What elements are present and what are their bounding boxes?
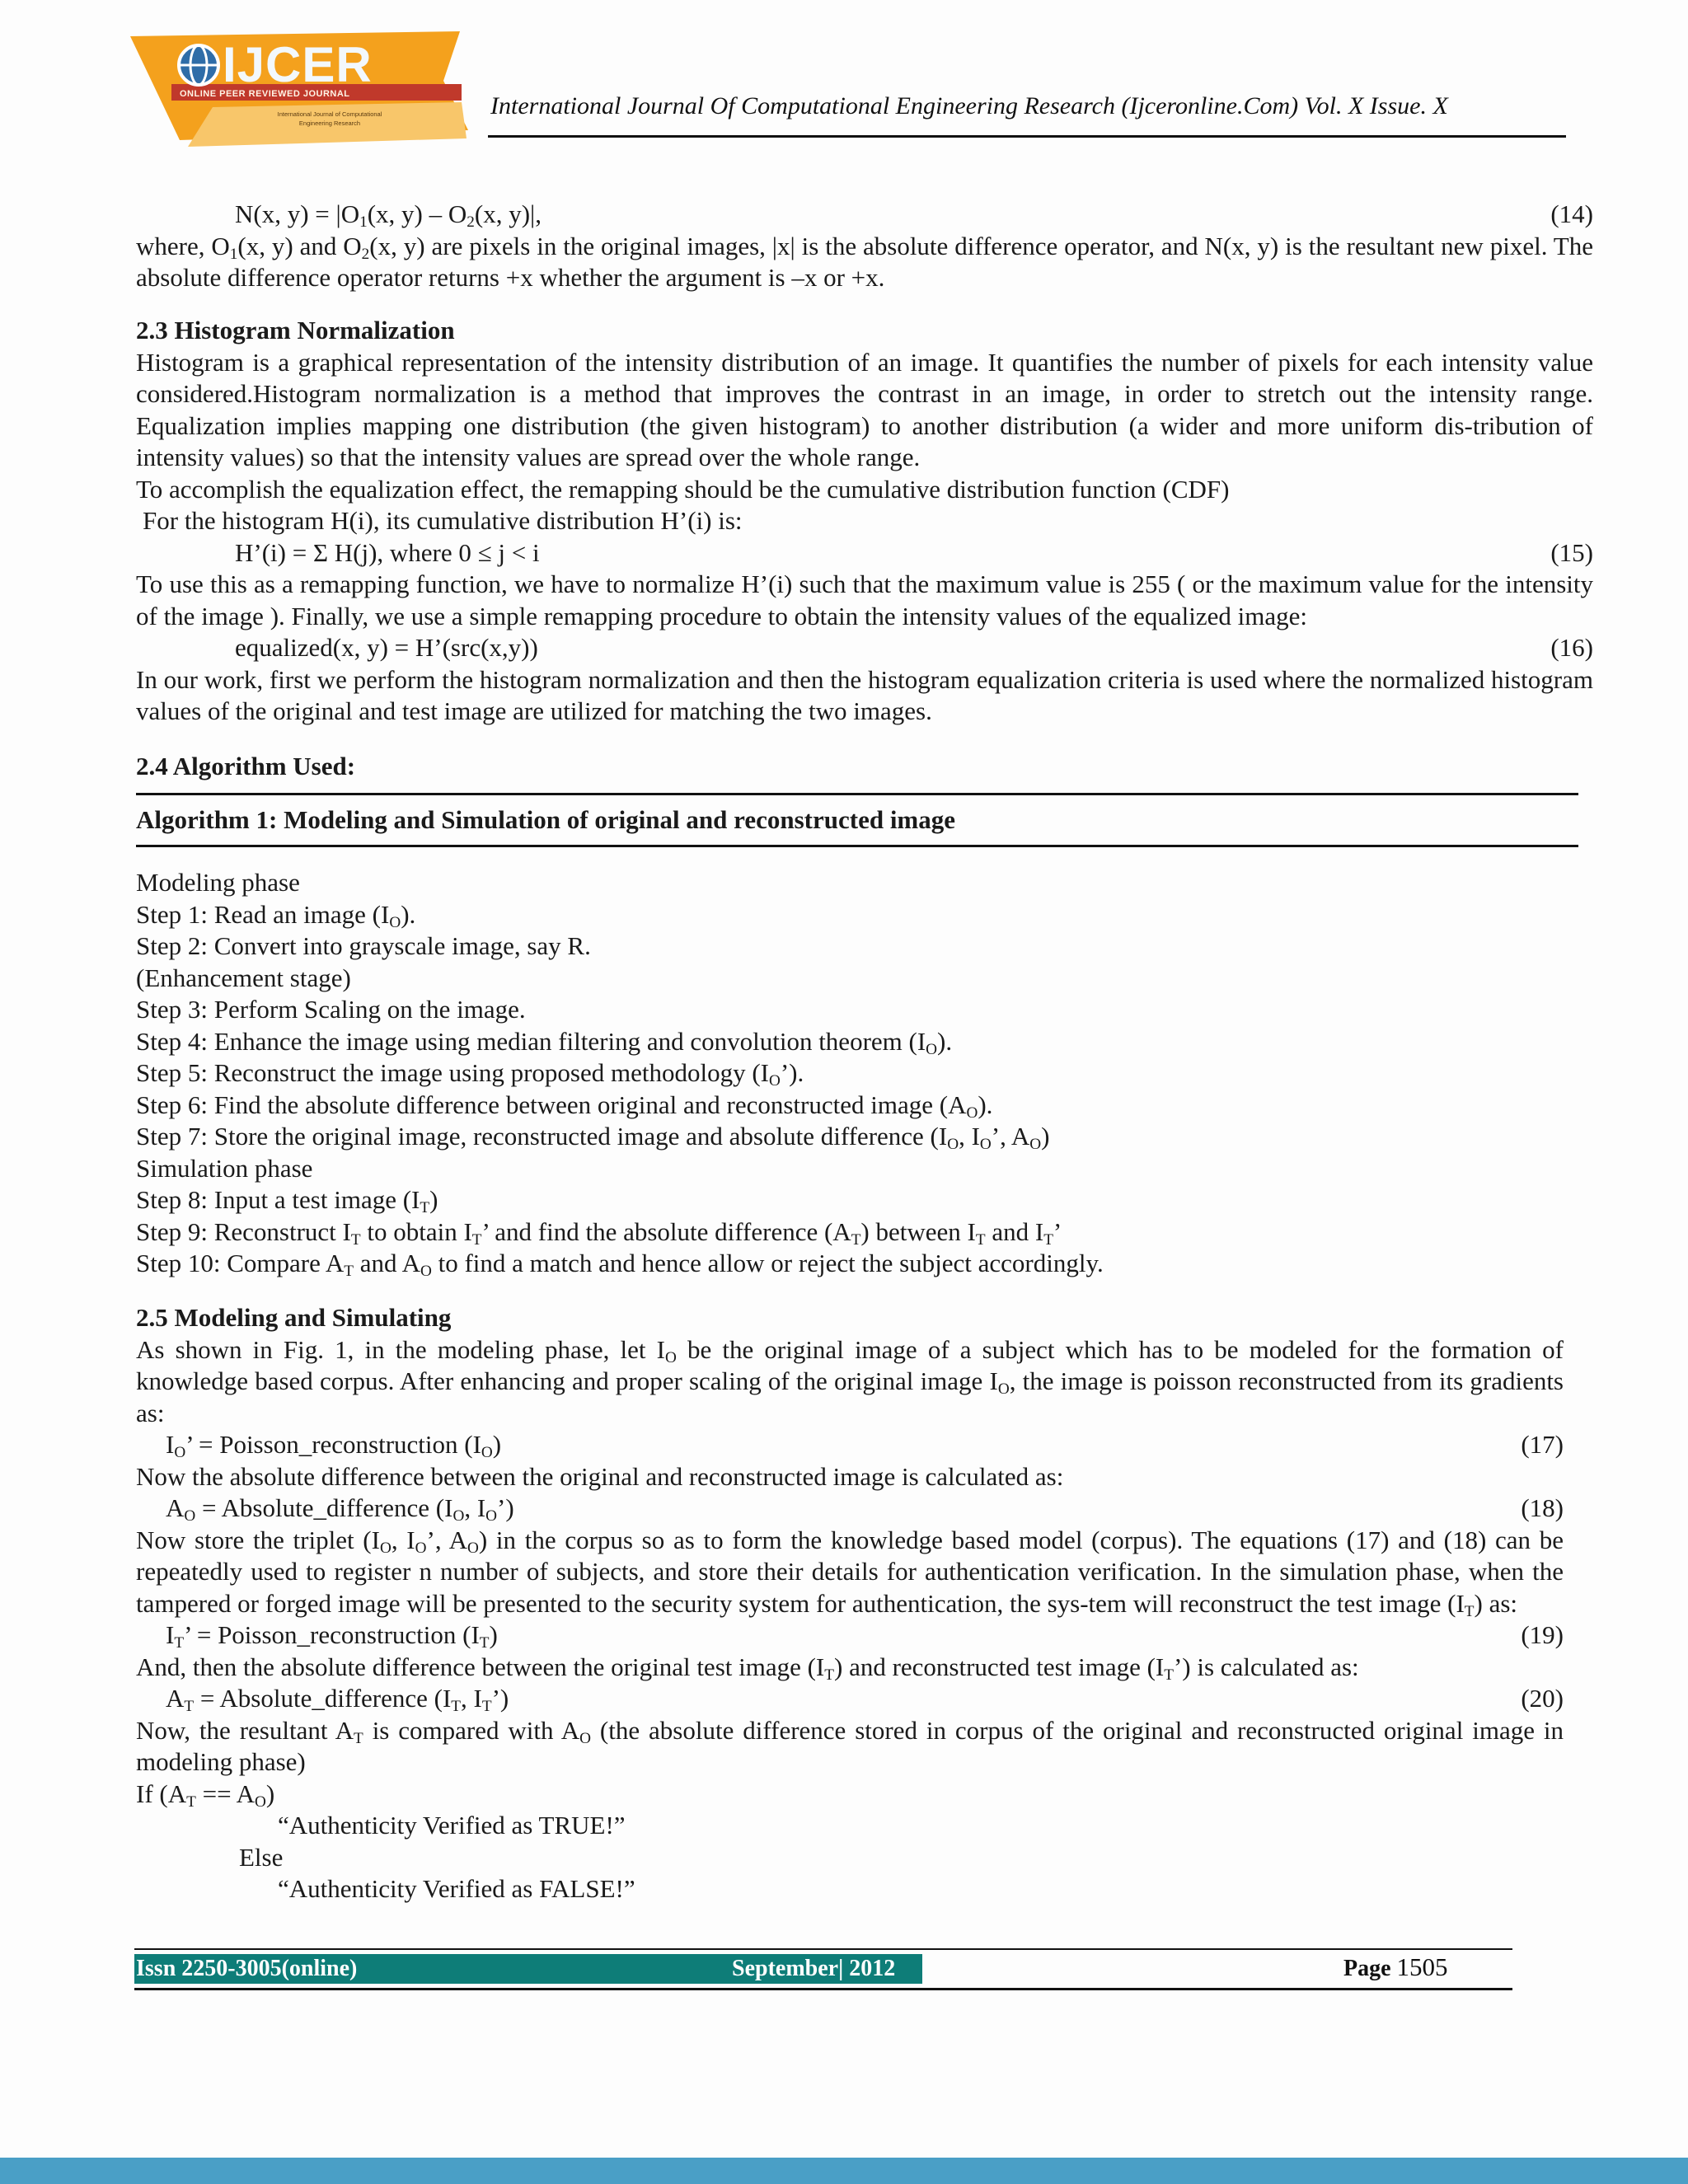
- logo-subtitle: International Journal of Computational: [277, 110, 382, 118]
- else-statement: Else: [239, 1842, 284, 1872]
- equation-17: $I_O$’ = Poisson_reconstruction $(I_O)$ (17): [166, 1430, 1564, 1461]
- algorithm-step: Step 5: Reconstruct the image using proposed methodology $(I_O’)$.: [136, 1058, 804, 1090]
- equation-14: N(x, $y) = |O_1(x$, $y) - O_2(x$, y)|, (14): [235, 199, 1593, 231]
- equation-20: $A_T$ = Absolute_difference ($I_T$, $I_T$’) (20): [166, 1684, 1564, 1715]
- if-statement: If $(A_T == A_O)$: [136, 1779, 275, 1811]
- algorithm-rule-top: [136, 793, 1578, 795]
- stage-label: (Enhancement stage): [136, 963, 351, 992]
- globe-icon: [175, 41, 223, 89]
- algorithm-step: Step 4: Enhance the image using median filtering and convolution theorem $(I_O)$.: [136, 1026, 953, 1058]
- footer-issn: Issn 2250-3005(online): [136, 1956, 358, 1981]
- algorithm-title: Algorithm 1: Modeling and Simulation of original and reconstructed image: [136, 805, 956, 834]
- section-heading: 2.4 Algorithm Used:: [136, 752, 356, 780]
- algorithm-step: Step 6: Find the absolute difference between original and reconstructed image $(A_O)$.: [136, 1090, 993, 1122]
- section-2-3: [136, 315, 1593, 728]
- header-rule: [488, 135, 1566, 138]
- phase-label: Modeling phase: [136, 868, 300, 897]
- paragraph: To accomplish the equalization effect, the remapping should be the cumulative distribution function (CDF): [136, 474, 1230, 504]
- phase-label: Simulation phase: [136, 1153, 313, 1183]
- algorithm-step: Step 9: Reconstruct $I_T$ to obtain $I_T$’ and find the absolute difference $(A_T)$ between $I_T$ and $I_T$’: [136, 1216, 1062, 1249]
- equation-18: $A_O$ = Absolute_difference ($I_O$, $I_O$’) (18): [166, 1493, 1564, 1525]
- footer-rule: [134, 1988, 1512, 1990]
- section-heading: 2.3 Histogram Normalization: [136, 316, 455, 344]
- algorithm-step: Step 1: Read an image $(I_O)$.: [136, 899, 416, 931]
- equation-15: H’(i) = Σ H(j), where 0 ≤ j < i (15): [235, 537, 1593, 567]
- equation-number: (14): [1550, 199, 1593, 228]
- section-heading: 2.5 Modeling and Simulating: [136, 1303, 452, 1332]
- paragraph: For the histogram H(i), its cumulative distribution H’(i) is:: [143, 506, 743, 535]
- algorithm-step: Step 3: Perform Scaling on the image.: [136, 995, 526, 1024]
- false-message: “Authenticity Verified as FALSE!”: [278, 1874, 635, 1903]
- paragraph: where, $O_1(x$, y) and $O_2(x$, y) are pixels in the original images, |x| is the absolute difference operator, and N(x, y) is the resultant new pixel. The absolute difference operator returns +x whether the argument is –x or +x.: [136, 231, 1594, 292]
- footer-page: Page 1505: [1343, 1952, 1448, 1981]
- section-top: [136, 199, 1593, 294]
- section-2-5: [136, 1302, 1564, 1905]
- algorithm-step: Step 2: Convert into grayscale image, say R.: [136, 931, 591, 960]
- section-2-4: [136, 751, 1593, 783]
- paragraph: And, then the absolute difference between the original test image $(I_T)$ and reconstructed test image $(I_T’)$ is calculated as:: [136, 1652, 1359, 1684]
- algorithm-steps: [136, 867, 1593, 1280]
- paragraph: Now, the resultant $A_T$ is compared with $A_O$ (the absolute difference stored in corpus of the original and reconstructed original image in modeling phase): [136, 1715, 1564, 1776]
- paragraph: To use this as a remapping function, we have to normalize H’(i) such that the maximum value is 255 ( or the maximum value for the intensity of the image ). Finally, we use a simple remapping procedure to obtain the intensity values of the equalized image:: [136, 569, 1593, 630]
- true-message: “Authenticity Verified as TRUE!”: [278, 1811, 626, 1840]
- equation-16: equalized(x, y) = H’(src(x,y)) (16): [235, 633, 1593, 662]
- journal-header: International Journal Of Computational Engineering Research (Ijceronline.Com) Vol. X Issue. X: [490, 92, 1448, 120]
- paragraph: Now the absolute difference between the original and reconstructed image is calculated as:: [136, 1461, 1064, 1491]
- paragraph: In our work, first we perform the histogram normalization and then the histogram equalization criteria is used where the normalized histogram values of the original and test image are utilized for matching the two images.: [136, 664, 1593, 725]
- footer-rule: [134, 1948, 1512, 1950]
- page-number: 1505: [1396, 1952, 1448, 1981]
- paragraph: Now store the triplet ($I_O$, $I_O$’, $A_O$) in the corpus so as to form the knowledge based model (corpus). The equations (17) and (18) can be repeatedly used to register n number of subjects, and store their details for authentication verification. In the simulation phase, when the tampered or forged image will be presented to the security system for authentication, the sys-tem will reconstruct the test image $(I_T)$ as:: [136, 1525, 1564, 1620]
- logo-title: IJCER: [223, 37, 373, 92]
- journal-logo: [130, 31, 468, 163]
- algorithm-step: Step 10: Compare $A_T$ and $A_O$ to find a match and hence allow or reject the subject accordingly.: [136, 1249, 1104, 1280]
- algorithm-rule-bottom: [136, 845, 1578, 847]
- bottom-band: [0, 2158, 1688, 2184]
- equation-19: $I_T$’ = Poisson_reconstruction $(I_T)$ (19): [166, 1620, 1564, 1652]
- footer-date: September| 2012: [732, 1956, 896, 1981]
- algorithm-step: Step 7: Store the original image, reconstructed image and absolute difference ($I_O$, $I_O$’, $A_O$): [136, 1122, 1050, 1153]
- paragraph: Histogram is a graphical representation of the intensity distribution of an image. It quantifies the number of pixels for each intensity value considered.Histogram normalization is a method that improves the contrast in an image, in order to stretch out the intensity range. Equalization implies mapping one distribution (the given histogram) to another distribution (a wider and more uniform dis-tribution of intensity values) so that the intensity values are spread over the whole range.: [136, 347, 1593, 471]
- algorithm-step: Step 8: Input a test image $(I_T)$: [136, 1185, 438, 1216]
- paragraph: As shown in Fig. 1, in the modeling phase, let $I_O$ be the original image of a subject which has to be modeled for the formation of knowledge based corpus. After enhancing and proper scaling of the original image $I_O$, the image is poisson reconstructed from its gradients as:: [136, 1334, 1564, 1427]
- logo-tagline: ONLINE PEER REVIEWED JOURNAL: [180, 89, 350, 99]
- logo-subtitle: Engineering Research: [298, 120, 361, 127]
